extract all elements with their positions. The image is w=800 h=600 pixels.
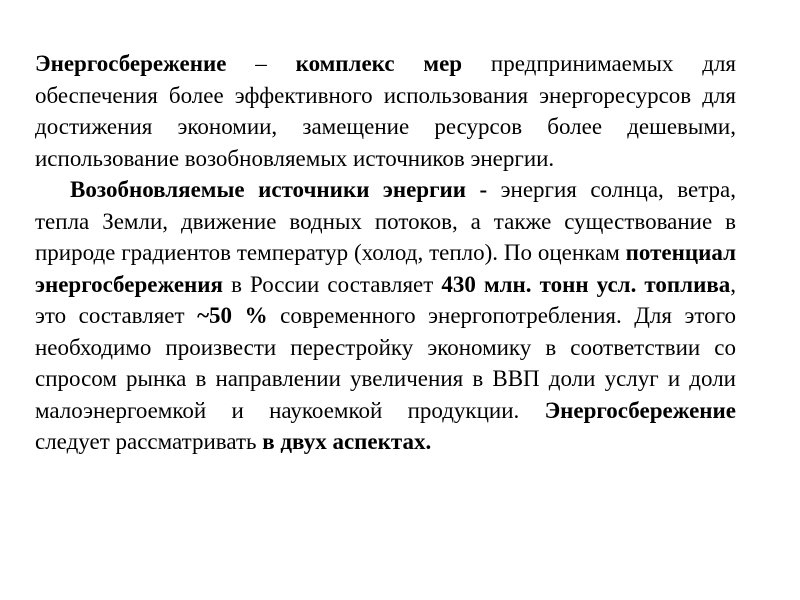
definition-lead: комплекс мер: [295, 51, 463, 76]
renewables-paragraph: [35, 174, 736, 458]
potential-term: потенциал энергосбережения: [35, 240, 736, 297]
slide-content: [35, 48, 736, 458]
definition-rest: предпринимаемых для обеспечения более эффективного использования энергоресурсов для достижения экономии, замещение ресурсов более дешевыми, использование возобновляемых источников энергии.: [35, 51, 737, 171]
definition-dash: –: [226, 51, 296, 76]
renewables-text-1: энергия солнца, ветра, тепла Земли, движение водных потоков, а также существование в природе градиентов температур (холод, тепло). По оценкам: [35, 177, 736, 265]
renewables-text-5: следует рассматривать: [35, 429, 263, 454]
renewables-text-3: , это составляет: [35, 271, 736, 328]
term-renewable-sources: Возобновляемые источники энергии -: [70, 177, 488, 202]
renewables-text-4: современного энергопотребления. Для этого необходимо произвести перестройку экономику в соответствии со спросом рынка в направлении увеличения в ВВП доли услуг и доли малоэнергоемкой и наукоемкой продукции.: [35, 303, 736, 423]
percent-value: ~50 %: [197, 303, 268, 328]
renewables-text-2: в России составляет: [223, 271, 442, 297]
definition-paragraph: [35, 48, 736, 174]
fuel-amount: 430 млн. тонн усл. топлива: [441, 271, 731, 297]
term-energy-saving-end: Энергосбережение: [544, 397, 736, 423]
term-energy-saving: Энергосбережение: [35, 51, 227, 76]
two-aspects: в двух аспектах.: [262, 429, 432, 454]
